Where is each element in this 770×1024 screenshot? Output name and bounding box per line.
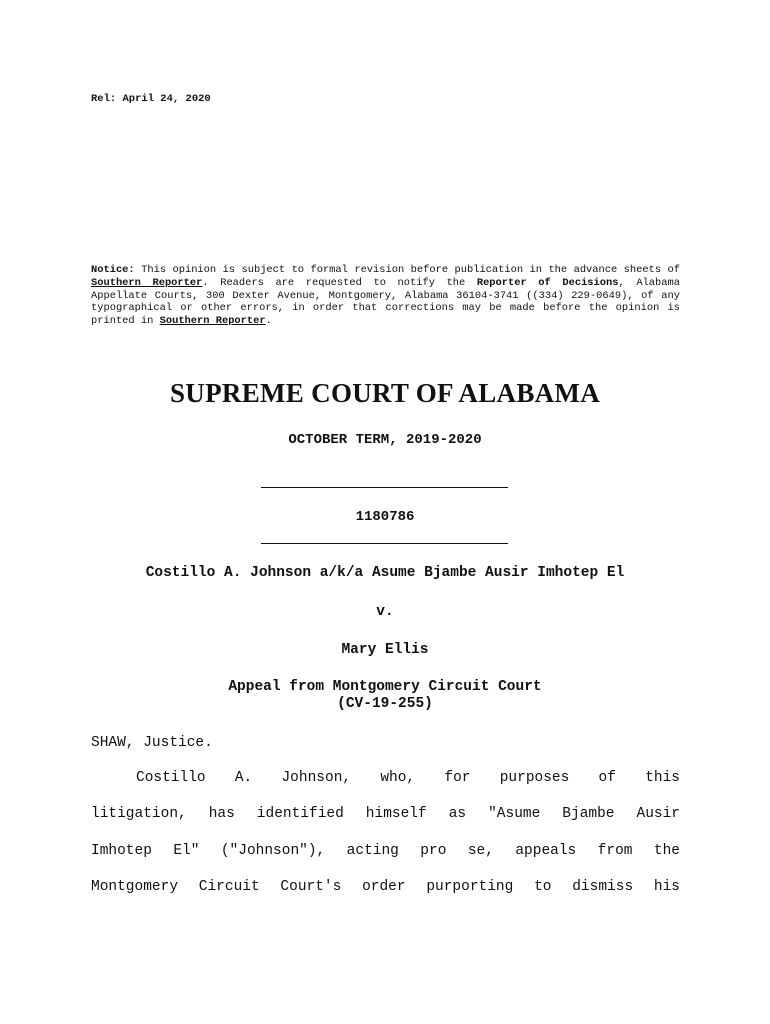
reporter-of-decisions: Reporter of Decisions	[476, 276, 619, 289]
notice-text-4: .	[265, 315, 272, 328]
notice-text-1: This opinion is subject to formal revision before publication in the advance sheets of	[141, 264, 680, 276]
versus: v.	[376, 604, 394, 620]
court-term: OCTOBER TERM, 2019-2020	[288, 432, 482, 448]
southern-reporter-reference-1: Southern Reporter	[91, 276, 203, 289]
opinion-author: SHAW, Justice.	[91, 735, 213, 751]
publication-notice	[91, 264, 680, 328]
notice-text-3: , Alabama Appellate Courts, 300 Dexter Avenue, Montgomery, Alabama 36104-3741 ((334) 229-0649), of any typographical or other errors, in order that corrections may be made before the opinion is printed in	[91, 276, 680, 328]
opinion-line: litigation, has identified himself as "Asume Bjambe Ausir	[91, 806, 680, 822]
appeal-from-court: Appeal from Montgomery Circuit Court	[228, 679, 542, 695]
trial-case-number: (CV-19-255)	[337, 696, 433, 712]
docket-number: 1180786	[355, 509, 415, 525]
appellant-name: Costillo A. Johnson a/k/a Asume Bjambe Ausir Imhotep El	[145, 565, 625, 581]
release-date: Rel: April 24, 2020	[91, 93, 211, 105]
court-title: SUPREME COURT OF ALABAMA	[169, 378, 601, 408]
docket-bottom-rule	[261, 543, 508, 544]
opinion-line: Montgomery Circuit Court's order purporting to dismiss his	[91, 879, 680, 895]
opinion-line: Imhotep El" ("Johnson"), acting pro se, appeals from the	[91, 843, 680, 859]
opinion-line: Costillo A. Johnson, who, for purposes of this	[136, 770, 680, 786]
notice-text-2: . Readers are requested to notify the	[202, 276, 466, 289]
notice-label: Notice:	[91, 264, 135, 276]
appeal-origin	[0, 679, 770, 713]
appellee-name: Mary Ellis	[341, 642, 429, 658]
docket-top-rule	[261, 487, 508, 488]
southern-reporter-reference-2: Southern Reporter	[159, 315, 266, 328]
